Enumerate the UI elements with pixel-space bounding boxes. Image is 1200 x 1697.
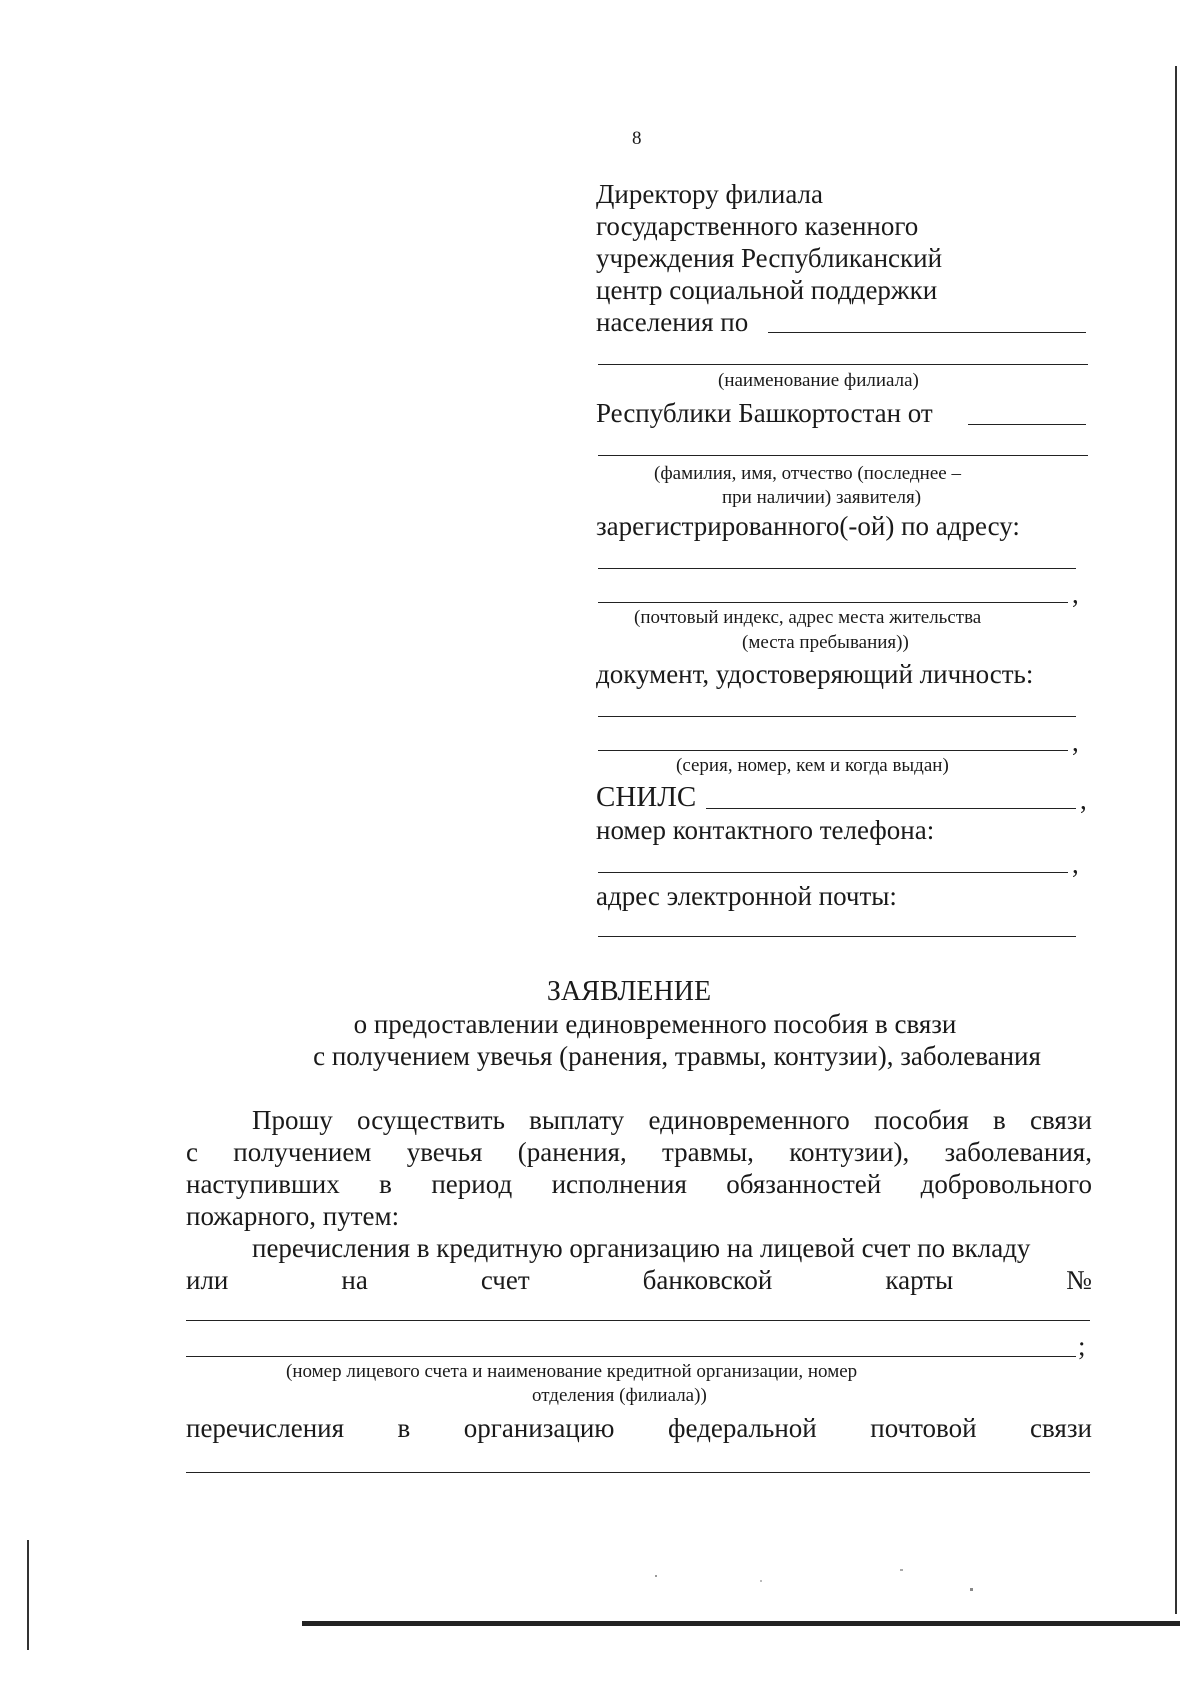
scan-edge-bottom [302,1621,1180,1626]
snils-blank[interactable] [706,808,1076,809]
identity-blank-2[interactable] [598,750,1068,751]
para3-line-1 [186,1412,1092,1444]
word: карты [885,1265,954,1295]
word: увечья [406,1137,483,1167]
phone-label: номер контактного телефона: [596,815,935,845]
identity-blank-1[interactable] [598,716,1076,717]
scan-noise-dot [970,1588,973,1591]
document-subtitle-2: с получением увечья (ранения, травмы, контузии), заболевания [313,1041,1041,1071]
word: пособия [874,1105,969,1135]
addressee-line-2: государственного казенного [596,211,919,241]
address-caption-2: (места пребывания)) [742,632,909,653]
account-semicolon: ; [1078,1331,1086,1361]
word: обязанностей [726,1169,882,1199]
word: выплату [529,1105,625,1135]
para1-line-1 [186,1104,1092,1136]
word: организацию [463,1413,615,1443]
branch-blank-2[interactable] [598,364,1088,365]
snils-label: СНИЛС [596,781,697,813]
account-caption-2: отделения (филиала)) [532,1385,707,1406]
word: перечисления [186,1413,345,1443]
from-blank-1[interactable] [968,424,1086,425]
word: (ранения, [517,1137,627,1167]
address-blank-1[interactable] [598,568,1076,569]
document-title: ЗАЯВЛЕНИЕ [546,976,712,1007]
email-blank[interactable] [598,936,1076,937]
word: связи [1030,1105,1092,1135]
para1-line-4: пожарного, путем: [186,1201,400,1231]
scan-noise-dot [900,1569,903,1571]
registered-address-label: зарегистрированного(-ой) по адресу: [596,511,1020,541]
word: единовременного [648,1105,850,1135]
scan-noise-dot [655,1575,657,1577]
identity-caption: (серия, номер, кем и когда выдан) [676,755,949,776]
account-blank-1[interactable] [186,1320,1090,1321]
postal-blank[interactable] [186,1472,1090,1473]
applicant-name-caption-2: при наличии) заявителя) [722,487,922,508]
addressee-line-1: Директору филиала [596,179,823,209]
scan-edge-right [1175,66,1177,1614]
from-blank-2[interactable] [598,455,1088,456]
scan-edge-left [27,1540,29,1650]
para2-line-2 [186,1264,1092,1296]
word: травмы, [662,1137,754,1167]
word: на [341,1265,368,1295]
word: счет [480,1265,530,1295]
word: добровольного [920,1169,1092,1199]
scan-noise-dot [760,1580,762,1582]
word: связи [1030,1413,1092,1443]
address-comma: , [1072,579,1079,609]
account-caption-1: (номер лицевого счета и наименование кредитной организации, номер [286,1361,858,1382]
word: исполнения [551,1169,687,1199]
document-subtitle-1: о предоставлении единовременного пособия в связи [353,1009,957,1039]
phone-comma: , [1072,849,1079,879]
para1-line-2 [186,1136,1092,1168]
address-caption-1: (почтовый индекс, адрес места жительства [634,607,982,628]
word: период [431,1169,513,1199]
word: федеральной [667,1413,817,1443]
word: осуществить [357,1105,505,1135]
word: Прошу [252,1105,333,1135]
word: в [993,1105,1006,1135]
applicant-name-caption-1: (фамилия, имя, отчество (последнее – [654,463,961,484]
page-number: 8 [632,128,642,149]
word: или [186,1265,229,1295]
para1-line-1-text [186,1104,1092,1136]
branch-caption: (наименование филиала) [718,370,919,391]
para2-line-1: перечисления в кредитную организацию на лицевой счет по вкладу [252,1233,1031,1263]
para1-line-3 [186,1168,1092,1200]
phone-blank[interactable] [598,872,1068,873]
addressee-line-5: населения по [596,307,749,337]
word: с [186,1137,198,1167]
word: контузии), [789,1137,910,1167]
branch-blank-1[interactable] [768,332,1086,333]
word: в [397,1413,411,1443]
snils-comma: , [1080,785,1087,815]
word: получением [233,1137,372,1167]
addressee-line-3: учреждения Республиканский [596,243,943,273]
word: банковской [642,1265,773,1295]
account-blank-2[interactable] [186,1356,1076,1357]
republic-line: Республики Башкортостан от [596,398,933,428]
word: заболевания, [944,1137,1092,1167]
address-blank-2[interactable] [598,602,1068,603]
word: в [379,1169,392,1199]
addressee-line-4: центр социальной поддержки [596,275,938,305]
identity-document-label: документ, удостоверяющий личность: [596,659,1034,689]
word: почтовой [870,1413,977,1443]
identity-comma: , [1072,727,1079,757]
email-label: адрес электронной почты: [596,881,897,911]
word: наступивших [186,1169,340,1199]
word: № [1066,1265,1092,1295]
